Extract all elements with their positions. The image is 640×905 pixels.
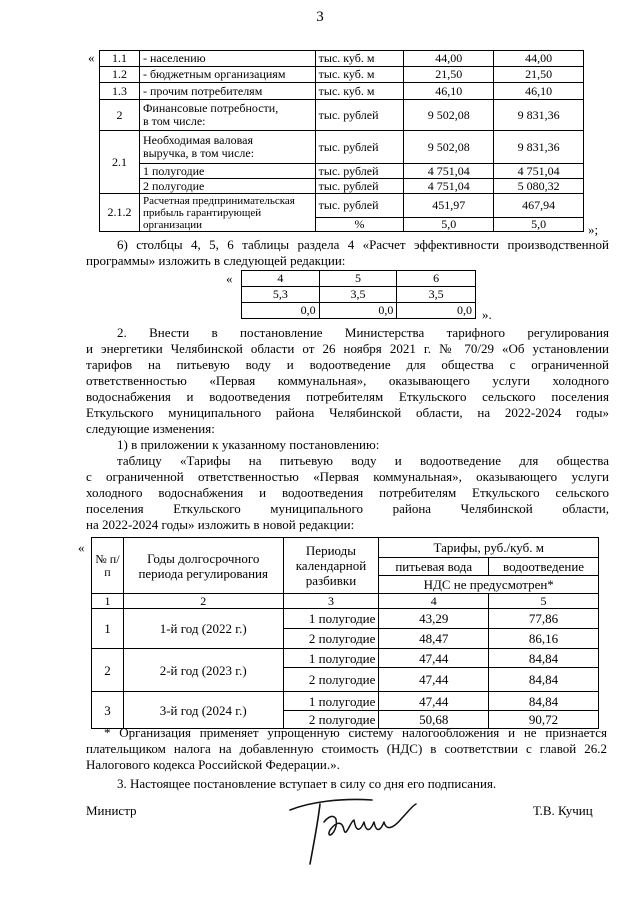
table2-row xyxy=(242,287,476,303)
row-name: - прочим потребителям xyxy=(139,83,315,100)
row-value-1: 451,97 xyxy=(404,194,494,218)
col-number: 1 xyxy=(92,594,124,609)
para-3: 3. Настоящее постановление вступает в силу со дня его подписания. xyxy=(117,776,497,791)
table2-row xyxy=(242,303,476,319)
row-name-line: организации xyxy=(142,218,203,231)
table1-row xyxy=(100,194,584,218)
header-waste: водоотведение xyxy=(489,558,599,576)
header-years: Годы долгосрочного периода регулирования xyxy=(123,538,283,594)
row-unit: тыс. куб. м xyxy=(315,83,404,100)
row-value-1: 5,0 xyxy=(404,218,494,232)
row-waste: 86,16 xyxy=(489,629,599,649)
row-name: - населению xyxy=(139,51,315,67)
row-name-line: в том числе: xyxy=(142,114,206,128)
header-periods: Периоды календарной разбивки xyxy=(283,538,379,594)
page-number: 3 xyxy=(316,9,324,25)
table3-row xyxy=(92,609,599,629)
row-unit: тыс. рублей xyxy=(315,100,404,131)
para-6-line: программы» изложить в следующей редакции: xyxy=(86,253,346,268)
row-unit: тыс. куб. м xyxy=(315,67,404,83)
row-num: 1.3 xyxy=(100,83,140,100)
row-waste: 90,72 xyxy=(489,711,599,729)
row-num: 2 xyxy=(100,100,140,131)
col-number: 2 xyxy=(123,594,283,609)
row-name-line: Расчетная предпринимательская xyxy=(142,194,295,207)
header-water: питьевая вода xyxy=(379,558,489,576)
row-name-line: Финансовые потребности, xyxy=(142,101,279,115)
row-unit: тыс. рублей xyxy=(315,194,404,218)
table1-row xyxy=(100,164,584,179)
row-value-2: 5,0 xyxy=(494,218,584,232)
table3-row xyxy=(92,692,599,711)
table2 xyxy=(241,270,476,319)
col-number: 3 xyxy=(283,594,379,609)
table1-close-mark: »; xyxy=(588,222,599,237)
row-value-1: 46,10 xyxy=(404,83,494,100)
row-value-2: 46,10 xyxy=(494,83,584,100)
table3 xyxy=(91,537,599,729)
table3-row xyxy=(92,649,599,668)
table1-row xyxy=(100,131,584,164)
row-water: 48,47 xyxy=(379,629,489,649)
row-unit: % xyxy=(315,218,404,232)
table3-header-row xyxy=(92,538,599,558)
row-value-2: 467,94 xyxy=(494,194,584,218)
row-period: 1 полугодие xyxy=(283,649,379,668)
row-name xyxy=(139,131,315,164)
row-year: 1-й год (2022 г.) xyxy=(123,609,283,649)
cell: 5,3 xyxy=(242,287,320,303)
row-unit: тыс. рублей xyxy=(315,164,404,179)
row-value-1: 4 751,04 xyxy=(404,179,494,194)
para-table-line: холодного водоснабжения и водоотведения потребителям Еткульского сельского xyxy=(86,485,609,500)
para-table-line: поселения Еткульского муниципального района Челябинской области, xyxy=(86,501,609,516)
row-num: 1.1 xyxy=(100,51,140,67)
table1-row xyxy=(100,83,584,100)
row-num: 1 xyxy=(92,609,124,649)
header-vat: НДС не предусмотрен* xyxy=(379,576,599,594)
table2-header-row xyxy=(242,271,476,287)
row-name: 1 полугодие xyxy=(139,164,315,179)
row-water: 47,44 xyxy=(379,692,489,711)
table1-row xyxy=(100,51,584,67)
para-2-line: и энергетики Челябинской области от 26 ноября 2021 г. № 70/29 «Об установлении xyxy=(86,341,609,356)
table3-open-quote: « xyxy=(78,540,85,555)
cell: 0,0 xyxy=(397,303,476,319)
row-waste: 77,86 xyxy=(489,609,599,629)
table1 xyxy=(99,50,584,232)
col-header: 5 xyxy=(319,271,397,287)
header-tariffs: Тарифы, руб./куб. м xyxy=(379,538,599,558)
row-period: 2 полугодие xyxy=(283,668,379,692)
para-table-line: с ограниченной ответственностью «Первая коммунальная», оказывающего услуги xyxy=(86,469,609,484)
row-period: 1 полугодие xyxy=(283,609,379,629)
row-name xyxy=(139,194,315,232)
row-value-1: 44,00 xyxy=(404,51,494,67)
row-num: 1.2 xyxy=(100,67,140,83)
row-water: 50,68 xyxy=(379,711,489,729)
row-num: 3 xyxy=(92,692,124,729)
para-6-line: 6) столбцы 4, 5, 6 таблицы раздела 4 «Расчет эффективности производственной xyxy=(117,237,609,252)
row-unit: тыс. рублей xyxy=(315,179,404,194)
cell: 3,5 xyxy=(397,287,476,303)
row-value-2: 44,00 xyxy=(494,51,584,67)
table3-colnum-row xyxy=(92,594,599,609)
row-water: 43,29 xyxy=(379,609,489,629)
table1-row xyxy=(100,100,584,131)
row-num: 2.1 xyxy=(100,131,140,194)
row-unit: тыс. рублей xyxy=(315,131,404,164)
row-period: 2 полугодие xyxy=(283,711,379,729)
row-value-2: 5 080,32 xyxy=(494,179,584,194)
row-name-line: выручка, в том числе: xyxy=(142,146,255,160)
table1-row xyxy=(100,179,584,194)
row-num: 2 xyxy=(92,649,124,692)
row-value-2: 9 831,36 xyxy=(494,131,584,164)
row-name: 2 полугодие xyxy=(139,179,315,194)
cell: 0,0 xyxy=(242,303,320,319)
signatory-name: Т.В. Кучиц xyxy=(533,803,593,818)
row-name-line: Необходимая валовая xyxy=(142,133,253,147)
row-name xyxy=(139,100,315,131)
row-period: 1 полугодие xyxy=(283,692,379,711)
row-year: 3-й год (2024 г.) xyxy=(123,692,283,729)
para-2-line: ответственностью «Первая коммунальная», оказывающего услуги холодного xyxy=(86,373,609,388)
para-2-1: 1) в приложении к указанному постановлению: xyxy=(117,437,380,452)
header-num: № п/п xyxy=(92,538,124,594)
cell: 0,0 xyxy=(319,303,397,319)
para-table-line: на 2022-2024 годы» изложить в новой редакции: xyxy=(86,517,355,532)
signatory-title: Министр xyxy=(86,803,137,818)
row-value-2: 9 831,36 xyxy=(494,100,584,131)
row-num: 2.1.2 xyxy=(100,194,140,232)
para-2-line: Еткульского муниципального района Челябинской области, на 2022-2024 годы» xyxy=(86,405,609,420)
row-name-line: прибыль гарантирующей xyxy=(142,206,262,219)
para-table-line: таблицу «Тарифы на питьевую воду и водоотведение для общества xyxy=(117,453,609,468)
row-value-1: 9 502,08 xyxy=(404,100,494,131)
row-water: 47,44 xyxy=(379,649,489,668)
footnote-line: Налогового кодекса Российской Федерации.». xyxy=(86,757,340,772)
row-year: 2-й год (2023 г.) xyxy=(123,649,283,692)
col-header: 6 xyxy=(397,271,476,287)
handwritten-signature xyxy=(280,792,430,872)
row-value-2: 4 751,04 xyxy=(494,164,584,179)
para-2-line: водоснабжения и водоотведения потребителям Еткульского сельского поселения xyxy=(86,389,609,404)
para-2-line: следующие изменения: xyxy=(86,421,215,436)
col-header: 4 xyxy=(242,271,320,287)
para-2-line: 2. Внести в постановление Министерства тарифного регулирования xyxy=(117,325,609,340)
col-number: 5 xyxy=(489,594,599,609)
table2-close-mark: ». xyxy=(482,307,492,322)
cell: 3,5 xyxy=(319,287,397,303)
footnote-line: * Организация применяет упрощенную систему налогообложения и не признается xyxy=(104,725,607,740)
row-period: 2 полугодие xyxy=(283,629,379,649)
row-value-2: 21,50 xyxy=(494,67,584,83)
row-value-1: 9 502,08 xyxy=(404,131,494,164)
table1-row xyxy=(100,67,584,83)
col-number: 4 xyxy=(379,594,489,609)
row-name: - бюджетным организациям xyxy=(139,67,315,83)
row-waste: 84,84 xyxy=(489,668,599,692)
row-value-1: 21,50 xyxy=(404,67,494,83)
footnote-line: плательщиком налога на добавленную стоимость (НДС) в соответствии с главой 26.2 xyxy=(86,741,607,756)
table1-open-quote: « xyxy=(88,50,95,65)
row-water: 47,44 xyxy=(379,668,489,692)
row-waste: 84,84 xyxy=(489,649,599,668)
row-unit: тыс. куб. м xyxy=(315,51,404,67)
para-2-line: тарифов на питьевую воду и водоотведение для общества с ограниченной xyxy=(86,357,609,372)
table2-open-quote: « xyxy=(226,271,233,286)
row-waste: 84,84 xyxy=(489,692,599,711)
row-value-1: 4 751,04 xyxy=(404,164,494,179)
